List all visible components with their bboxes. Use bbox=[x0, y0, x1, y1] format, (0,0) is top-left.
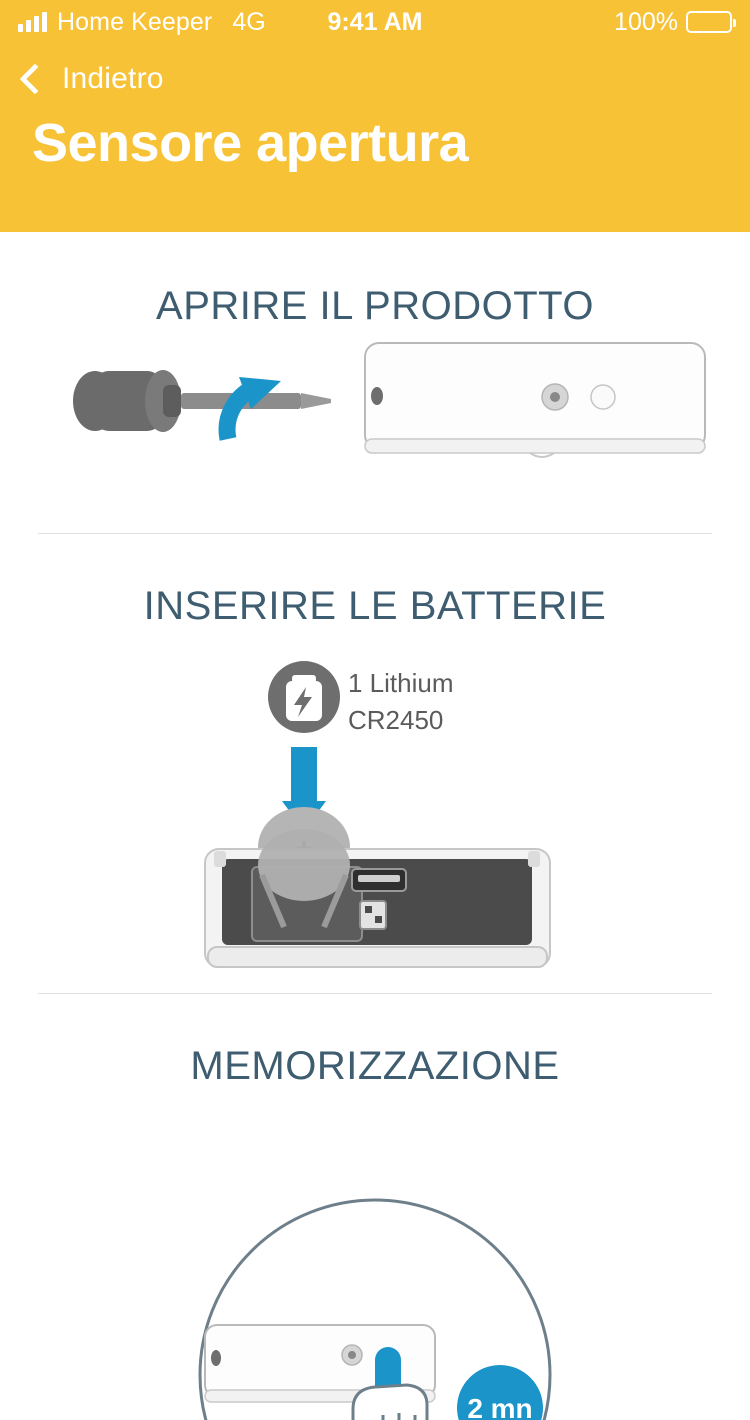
back-button-label: Indietro bbox=[62, 62, 164, 95]
network-type-label: 4G bbox=[232, 7, 266, 36]
back-button[interactable] bbox=[0, 44, 750, 100]
screwdriver-opening-sensor-illustration bbox=[35, 329, 715, 519]
battery-spec-text bbox=[348, 669, 454, 734]
battery-insertion-illustration bbox=[0, 651, 750, 981]
page-title: Sensore apertura bbox=[32, 113, 469, 173]
section-memorization bbox=[0, 1044, 750, 1420]
carrier-label: Home Keeper bbox=[57, 7, 213, 36]
section-title-memorization: MEMORIZZAZIONE bbox=[190, 1044, 560, 1088]
timer-badge-text: 2 mn bbox=[467, 1393, 533, 1420]
app-header bbox=[0, 0, 750, 232]
clock-label: 9:41 AM bbox=[327, 7, 423, 36]
battery-count-label: 1 Lithium bbox=[348, 668, 454, 698]
chevron-left-icon bbox=[19, 63, 50, 94]
divider-2 bbox=[38, 993, 712, 994]
section-open-product bbox=[0, 284, 750, 534]
section-title-insert-batteries: INSERIRE LE BATTERIE bbox=[143, 584, 607, 628]
status-bar bbox=[0, 0, 750, 44]
battery-full-icon bbox=[686, 11, 732, 33]
battery-model-label: CR2450 bbox=[348, 704, 444, 735]
main-content bbox=[0, 284, 750, 1420]
press-button-illustration bbox=[0, 1115, 750, 1420]
section-insert-batteries bbox=[0, 584, 750, 994]
section-title-open-product: APRIRE IL PRODOTTO bbox=[156, 284, 594, 328]
battery-percent-label: 100% bbox=[614, 7, 678, 36]
divider-1 bbox=[38, 533, 712, 534]
